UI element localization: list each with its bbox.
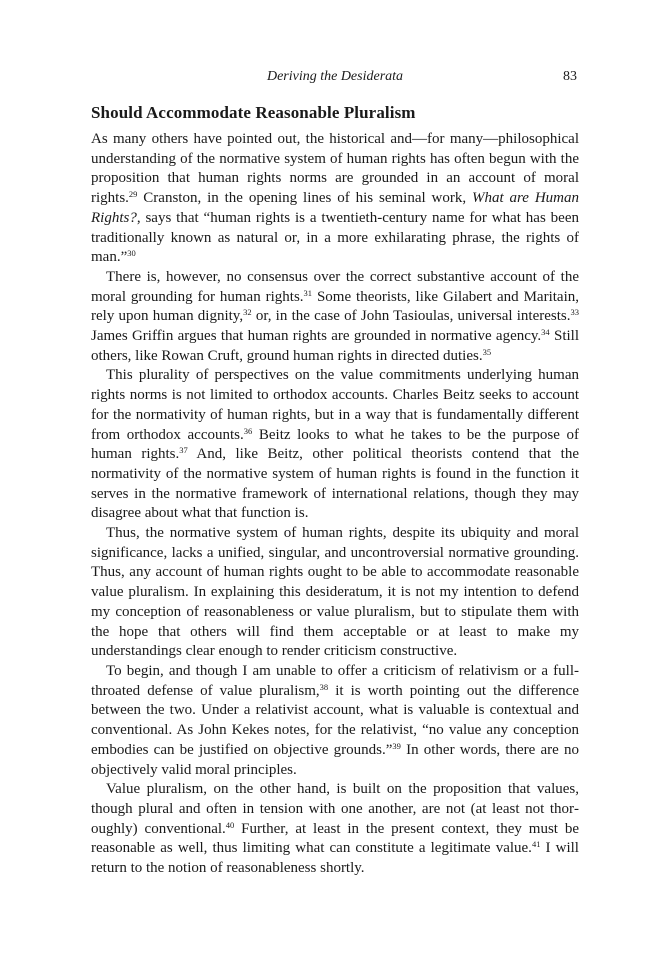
footnote-ref: 38 <box>319 681 329 692</box>
text-run: I will return to the notion of reasonableness shortly. <box>91 840 579 877</box>
text-run: To begin, and though I am unable to offer a criticism of relativism or a full-throated defense of value pluralism, <box>91 662 579 699</box>
footnote-ref: 32 <box>243 307 252 318</box>
footnote-ref: 30 <box>127 248 136 259</box>
paragraph <box>91 268 579 367</box>
footnote-ref: 39 <box>392 740 401 751</box>
text-run: James Griffin argues that human rights are grounded in normative agency. <box>91 328 542 345</box>
text-run: Beitz looks to what he takes to be the purpose of human rights. <box>91 426 579 463</box>
paragraph <box>91 780 579 879</box>
footnote-ref: 31 <box>303 287 313 298</box>
text-run: Some theorists, like Gilabert and Maritain, rely upon human dignity, <box>91 288 579 325</box>
body-text <box>91 130 579 879</box>
footnote-ref: 40 <box>225 819 235 830</box>
footnote-ref: 41 <box>531 839 541 850</box>
text-run: Still others, like Rowan Cruft, ground human rights in directed duties. <box>91 328 579 364</box>
book-title: What are Human Rights? <box>91 190 579 226</box>
running-title: Deriving the Desiderata <box>266 69 404 84</box>
footnote-ref: 36 <box>243 425 253 436</box>
text-run: As many others have pointed out, the historical and—for many—philosophical understanding of the normative system of human rights has often begun with the proposition that human rights norms are grounded in an account of moral rights. <box>91 131 579 207</box>
section-heading: Should Accommodate Reasonable Pluralism <box>91 103 416 122</box>
footnote-ref: 34 <box>541 327 550 338</box>
footnote-ref: 37 <box>179 445 188 456</box>
paragraph <box>91 130 579 268</box>
text-run: Value pluralism, on the other hand, is built on the proposition that values, though plural and often in tension with one another, are not (at least not thoroughly) conventional. <box>91 781 579 837</box>
footnote-ref: 33 <box>570 307 579 318</box>
text-run: Thus, the normative system of human rights, despite its ubiquity and moral significance, lacks a unified, singular, and uncontroversial normative grounding. Thus, any account of human rights ought to be able to accommodate reasonable value pluralism. In explaining this desideratum, it is not my intention to defend my conception of reasonableness or value pluralism, but to stipulate them with the hope that others will find them acceptable or at least to make my understandings clear enough to render criticism constructive. <box>91 525 579 660</box>
text-run: There is, however, no consensus over the correct substantive account of the moral grounding for human rights. <box>91 268 579 305</box>
text-run: it is worth pointing out the difference between the two. Under a relativist account, what is valuable is contextual and conventional. As John Kekes notes, for the relativist, “no value any conception embodies can be justified on objective grounds.” <box>91 682 580 758</box>
text-run: In other words, there are no objectively valid moral principles. <box>91 741 579 778</box>
text-run: This plurality of perspectives on the value commitments underlying human rights norms is not limited to orthodox accounts. Charles Beitz seeks to account for the normativity of human rights, but in a way that is fundamentally different from orthodox accounts. <box>91 367 579 443</box>
footnote-ref: 35 <box>482 346 492 357</box>
text-run: And, like Beitz, other political theorists contend that the normativity of the normative system of human rights is found in the function it serves in the normative framework of international relations, though they may disagree about what that function is. <box>91 446 579 522</box>
paragraph <box>91 662 579 780</box>
page-number: 83 <box>563 69 577 84</box>
paragraph <box>91 366 579 524</box>
text-run: Cranston, in the opening lines of his seminal work, <box>137 190 472 207</box>
text-run: or, in the case of John Tasioulas, universal interests. <box>251 308 571 325</box>
text-run: Further, at least in the present context, they must be reasonable as well, thus limiting what can constitute a legitimate value. <box>91 820 579 857</box>
book-page <box>91 68 579 879</box>
text-run: , says that “human rights is a twentieth-century name for what has been traditionally known as natural or, in a more exhilarating phrase, the rights of man.” <box>91 209 579 266</box>
paragraph <box>91 524 579 662</box>
running-head <box>91 68 579 86</box>
footnote-ref: 29 <box>128 189 138 200</box>
